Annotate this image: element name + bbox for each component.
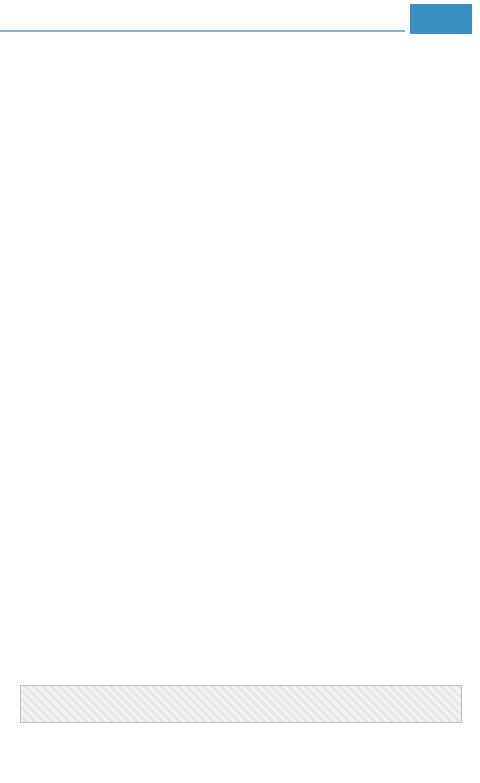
confusion-matrices-figure bbox=[10, 147, 470, 299]
page-header bbox=[0, 0, 480, 38]
header-rule bbox=[0, 30, 405, 32]
journal-banner bbox=[20, 685, 462, 723]
figure-11 bbox=[10, 147, 470, 299]
left-column-top bbox=[12, 42, 230, 44]
journal-logo bbox=[410, 4, 472, 34]
